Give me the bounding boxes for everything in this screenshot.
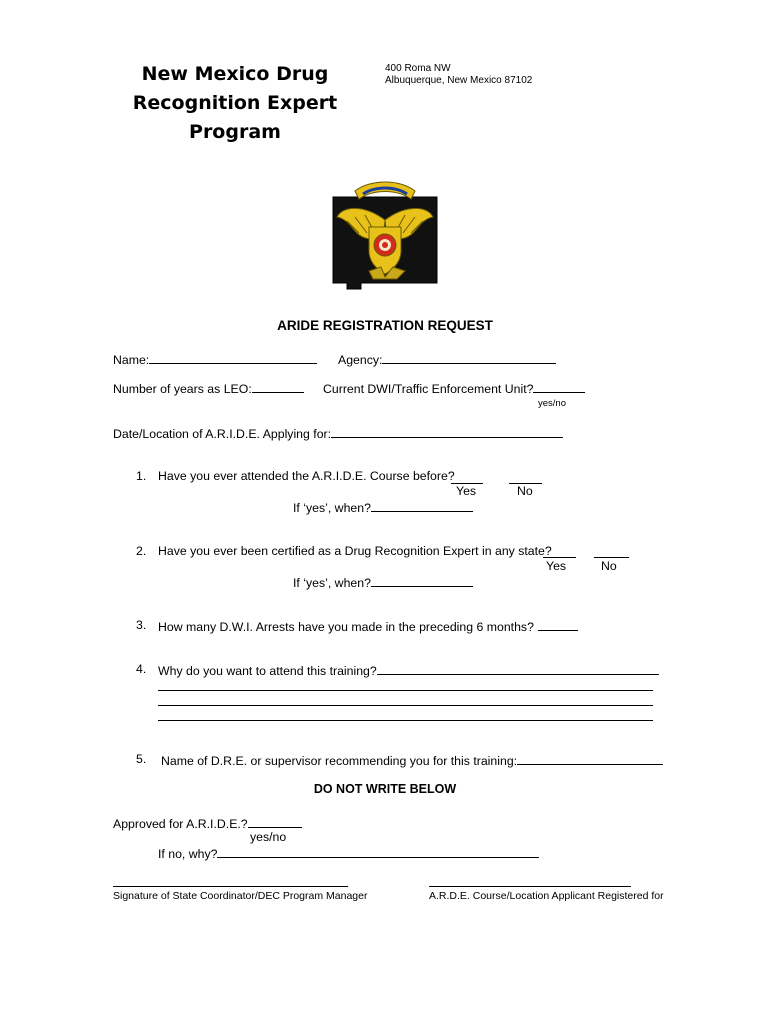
question-2-yes-field[interactable] — [543, 557, 576, 558]
question-1-when-row — [293, 499, 473, 515]
years-row — [113, 380, 304, 396]
unit-field[interactable] — [533, 380, 585, 393]
date-location-row — [113, 425, 563, 441]
question-5-number: 5. — [136, 752, 147, 766]
agency-field[interactable] — [382, 351, 556, 364]
page-title — [120, 60, 350, 147]
agency-label: Agency: — [338, 353, 383, 367]
question-2-no-field[interactable] — [594, 557, 629, 558]
question-3-field[interactable] — [538, 618, 578, 631]
address-line-1: 400 Roma NW — [385, 63, 451, 74]
approved-field[interactable] — [248, 815, 302, 828]
unit-row — [323, 380, 585, 396]
years-field[interactable] — [252, 380, 304, 393]
question-5 — [161, 752, 663, 768]
approved-label: Approved for A.R.I.D.E.? — [113, 817, 248, 831]
signature-line[interactable] — [113, 886, 348, 887]
approved-row — [113, 815, 302, 831]
title-line-1: New Mexico Drug — [141, 63, 329, 85]
address-line-2: Albuquerque, New Mexico 87102 — [385, 75, 533, 86]
if-no-label: If no, why? — [158, 847, 218, 861]
question-2-when-label: If ‘yes’, when? — [293, 576, 371, 590]
question-5-field[interactable] — [517, 752, 663, 765]
years-label: Number of years as LEO: — [113, 382, 252, 396]
title-line-2: Recognition Expert — [132, 92, 338, 114]
question-2-when-row — [293, 574, 473, 590]
date-location-field[interactable] — [331, 425, 563, 438]
question-4-answer-line-4[interactable] — [158, 720, 653, 721]
question-3-number: 3. — [136, 618, 147, 632]
question-5-text: Name of D.R.E. or supervisor recommending you for this training: — [161, 754, 518, 768]
question-4 — [158, 662, 659, 678]
question-1-yes-label: Yes — [456, 484, 477, 498]
form-heading: ARIDE REGISTRATION REQUEST — [277, 318, 493, 333]
name-field[interactable] — [149, 351, 317, 364]
if-no-field[interactable] — [217, 845, 539, 858]
question-3 — [158, 618, 578, 634]
office-use-heading: DO NOT WRITE BELOW — [313, 782, 457, 796]
course-location-line[interactable] — [429, 886, 631, 887]
date-location-label: Date/Location of A.R.I.D.E. Applying for: — [113, 427, 332, 441]
approved-yes-no-hint: yes/no — [250, 830, 287, 844]
question-4-number: 4. — [136, 662, 147, 676]
question-3-text: How many D.W.I. Arrests have you made in the preceding 6 months? — [158, 620, 534, 634]
emblem-banner — [355, 182, 415, 199]
unit-label: Current DWI/Traffic Enforcement Unit? — [323, 382, 534, 396]
question-4-answer-line-3[interactable] — [158, 705, 653, 706]
question-2 — [158, 544, 552, 558]
question-4-answer-line-2[interactable] — [158, 690, 653, 691]
signature-caption: Signature of State Coordinator/DEC Program Manager — [113, 890, 368, 902]
dre-emblem-logo — [325, 175, 445, 300]
question-2-number: 2. — [136, 544, 147, 558]
name-label: Name: — [113, 353, 150, 367]
question-1-when-label: If ‘yes’, when? — [293, 501, 371, 515]
question-1-when-field[interactable] — [371, 499, 473, 512]
question-2-when-field[interactable] — [371, 574, 473, 587]
question-4-text: Why do you want to attend this training? — [158, 664, 377, 678]
question-1 — [158, 469, 455, 483]
address-block — [385, 63, 532, 87]
question-1-text: Have you ever attended the A.R.I.D.E. Course before? — [158, 469, 455, 483]
question-1-no-label: No — [517, 484, 533, 498]
question-4-field[interactable] — [377, 662, 659, 675]
title-line-3: Program — [189, 121, 281, 143]
unit-yes-no-hint: yes/no — [538, 398, 566, 409]
question-1-number: 1. — [136, 469, 147, 483]
question-2-yes-label: Yes — [546, 559, 567, 573]
question-2-text: Have you ever been certified as a Drug Recognition Expert in any state? — [158, 544, 552, 558]
name-row — [113, 351, 317, 367]
if-no-row — [158, 845, 539, 861]
question-2-no-label: No — [601, 559, 617, 573]
course-location-caption: A.R.D.E. Course/Location Applicant Registered for — [429, 890, 664, 902]
agency-row — [338, 351, 556, 367]
